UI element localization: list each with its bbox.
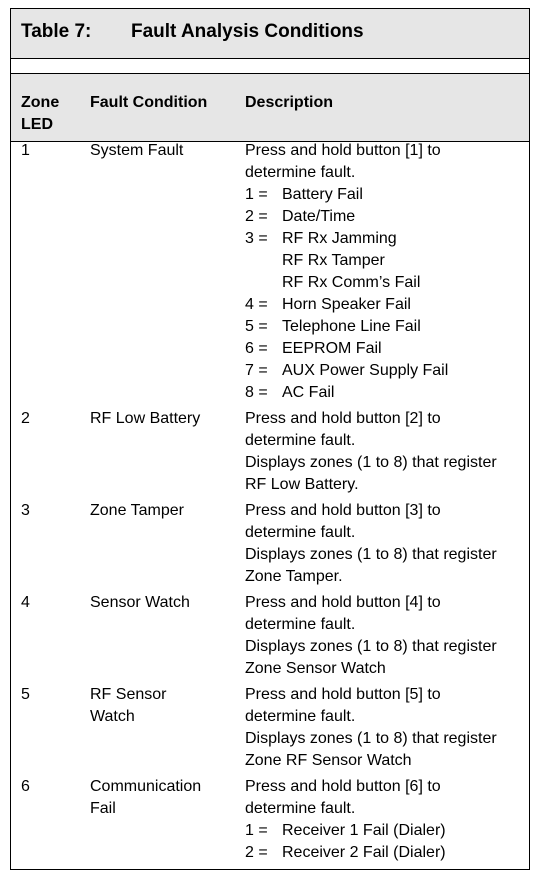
fault-analysis-table <box>10 8 530 870</box>
description-line: Zone Sensor Watch <box>245 660 386 677</box>
fault-code-text: RF Rx Comm’s Fail <box>282 274 421 291</box>
fault-code-number: 4 = <box>245 296 268 313</box>
fault-code-text: EEPROM Fail <box>282 340 382 357</box>
fault-condition-cell <box>90 500 184 522</box>
fault-code-item <box>245 382 448 404</box>
table-title-bar <box>11 9 529 59</box>
description-line: Press and hold button [6] to <box>245 778 441 795</box>
description-cell <box>245 592 497 680</box>
fault-condition-line: RF Sensor <box>90 686 167 703</box>
description-line: determine fault. <box>245 708 356 725</box>
fault-code-text: Date/Time <box>282 208 356 225</box>
table-title: Fault Analysis Conditions <box>131 21 364 42</box>
fault-condition-line: System Fault <box>90 142 184 159</box>
description-line: Zone RF Sensor Watch <box>245 752 412 769</box>
description-line: determine fault. <box>245 800 356 817</box>
header-zone-led <box>21 92 59 136</box>
fault-code-number: 1 = <box>245 186 268 203</box>
fault-code-text: RF Rx Tamper <box>282 252 385 269</box>
description-cell <box>245 684 497 772</box>
description-line: Press and hold button [5] to <box>245 686 441 703</box>
fault-code-item <box>245 184 448 206</box>
header-zone-led-line: Zone <box>21 94 60 111</box>
description-line: determine fault. <box>245 616 356 633</box>
description-line: determine fault. <box>245 432 356 449</box>
fault-code-text: Battery Fail <box>282 186 363 203</box>
description-line: RF Low Battery. <box>245 476 359 493</box>
header-description: Description <box>245 94 334 111</box>
fault-code-text: Receiver 1 Fail (Dialer) <box>282 822 446 839</box>
fault-code-item <box>245 272 448 294</box>
description-line: Displays zones (1 to 8) that register <box>245 454 497 471</box>
description-cell <box>245 140 448 404</box>
description-cell <box>245 500 497 588</box>
fault-code-text: AC Fail <box>282 384 335 401</box>
zone-led-cell: 2 <box>21 410 30 427</box>
table-header-row <box>11 74 529 142</box>
fault-code-item <box>245 228 448 250</box>
fault-code-item <box>245 338 448 360</box>
description-line: Zone Tamper. <box>245 568 343 585</box>
zone-led-cell: 6 <box>21 778 30 795</box>
description-line: determine fault. <box>245 524 356 541</box>
fault-code-text: AUX Power Supply Fail <box>282 362 449 379</box>
fault-condition-line: Watch <box>90 708 135 725</box>
fault-condition-line: Communication <box>90 778 202 795</box>
fault-code-item <box>245 206 448 228</box>
fault-code-number: 6 = <box>245 340 268 357</box>
fault-condition-cell <box>90 408 200 430</box>
fault-condition-line: Sensor Watch <box>90 594 190 611</box>
table-number: Table 7: <box>21 21 92 42</box>
description-line: Displays zones (1 to 8) that register <box>245 730 497 747</box>
fault-condition-cell <box>90 140 183 162</box>
header-fault-condition: Fault Condition <box>90 94 208 111</box>
fault-code-text: Horn Speaker Fail <box>282 296 411 313</box>
fault-condition-cell <box>90 592 190 614</box>
fault-condition-line: RF Low Battery <box>90 410 201 427</box>
fault-code-text: RF Rx Jamming <box>282 230 397 247</box>
description-line: Press and hold button [3] to <box>245 502 441 519</box>
description-line: Press and hold button [4] to <box>245 594 441 611</box>
fault-code-item <box>245 842 446 864</box>
fault-code-number: 7 = <box>245 362 268 379</box>
fault-code-number: 2 = <box>245 208 268 225</box>
zone-led-cell: 1 <box>21 142 30 159</box>
fault-code-number: 3 = <box>245 230 268 247</box>
fault-code-number: 8 = <box>245 384 268 401</box>
zone-led-cell: 4 <box>21 594 30 611</box>
zone-led-cell: 5 <box>21 686 30 703</box>
fault-code-item <box>245 294 448 316</box>
fault-code-number: 1 = <box>245 822 268 839</box>
fault-condition-line: Zone Tamper <box>90 502 184 519</box>
fault-code-number: 5 = <box>245 318 268 335</box>
fault-code-text: Receiver 2 Fail (Dialer) <box>282 844 446 861</box>
description-line: Press and hold button [2] to <box>245 410 441 427</box>
fault-code-item <box>245 360 448 382</box>
description-line: Press and hold button [1] to <box>245 142 441 159</box>
fault-code-item <box>245 250 448 272</box>
fault-condition-cell <box>90 776 201 820</box>
description-cell <box>245 408 497 496</box>
description-line: determine fault. <box>245 164 356 181</box>
fault-condition-cell <box>90 684 166 728</box>
fault-code-number: 2 = <box>245 844 268 861</box>
fault-code-item <box>245 316 448 338</box>
fault-condition-line: Fail <box>90 800 116 817</box>
header-zone-led-line: LED <box>21 116 53 133</box>
fault-code-text: Telephone Line Fail <box>282 318 421 335</box>
description-line: Displays zones (1 to 8) that register <box>245 546 497 563</box>
description-line: Displays zones (1 to 8) that register <box>245 638 497 655</box>
fault-code-item <box>245 820 446 842</box>
zone-led-cell: 3 <box>21 502 30 519</box>
description-cell <box>245 776 446 864</box>
